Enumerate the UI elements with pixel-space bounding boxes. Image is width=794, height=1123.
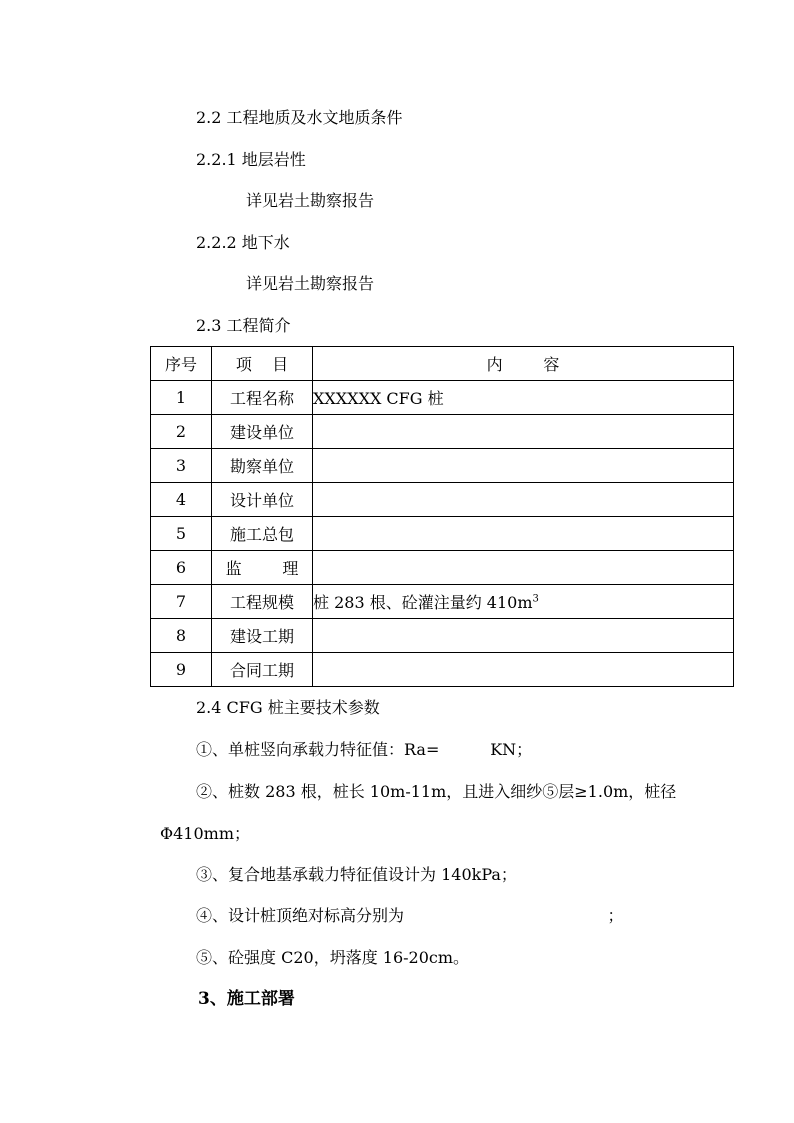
param-item-5: ⑤、砼强度 C20，坍落度 16-20cm。 [196, 948, 470, 967]
row-item: 工程名称 [212, 381, 313, 415]
row-content [313, 449, 734, 483]
section-2-3-title: 2.3 工程简介 [196, 316, 291, 335]
row-item: 建设单位 [212, 415, 313, 449]
table-row [151, 381, 734, 415]
row-item: 勘察单位 [212, 449, 313, 483]
param-item-2: ②、桩数 283 根，桩长 10m-11m，且进入细纱⑤层≥1.0m，桩径 [196, 782, 677, 801]
row-no: 9 [151, 653, 212, 687]
row-no: 3 [151, 449, 212, 483]
section-2-2-title: 2.2 工程地质及水文地质条件 [196, 108, 403, 127]
param-item-1: ①、单桩竖向承载力特征值：Ra= KN； [196, 740, 533, 759]
row-no: 8 [151, 619, 212, 653]
row-no: 4 [151, 483, 212, 517]
header-item: 项 目 [212, 347, 313, 381]
param-item-4: ④、设计桩顶绝对标高分别为 ； [196, 906, 624, 925]
row-no: 6 [151, 551, 212, 585]
section-2-2-2-title: 2.2.2 地下水 [196, 233, 290, 252]
row-item: 设计单位 [212, 483, 313, 517]
param-item-2-cont: Φ410mm； [160, 824, 251, 843]
section-3-title: 3、施工部署 [198, 989, 295, 1009]
table-row [151, 415, 734, 449]
table-header-row [151, 347, 734, 381]
section-2-2-2-body: 详见岩土勘察报告 [246, 274, 375, 293]
row-item: 合同工期 [212, 653, 313, 687]
row-no: 2 [151, 415, 212, 449]
row-content [313, 517, 734, 551]
project-info-table [150, 346, 734, 687]
section-2-4-title: 2.4 CFG 桩主要技术参数 [196, 698, 380, 717]
row-content [313, 653, 734, 687]
header-content: 内 容 [313, 347, 734, 381]
row-no: 7 [151, 585, 212, 619]
param-item-3: ③、复合地基承载力特征值设计为 140kPa； [196, 865, 517, 884]
row-content [313, 415, 734, 449]
row-no: 1 [151, 381, 212, 415]
row-item: 建设工期 [212, 619, 313, 653]
row-no: 5 [151, 517, 212, 551]
table-row [151, 653, 734, 687]
table-row [151, 619, 734, 653]
section-2-2-1-body: 详见岩土勘察报告 [246, 191, 375, 210]
row-item: 工程规模 [212, 585, 313, 619]
row-item: 监 理 [212, 551, 313, 585]
row-content [313, 619, 734, 653]
superscript-3: 3 [532, 593, 539, 605]
row-content-text: 桩 283 根、砼灌注量约 410m [313, 593, 533, 612]
table-row [151, 551, 734, 585]
table-row [151, 517, 734, 551]
row-content [313, 551, 734, 585]
header-no: 序号 [151, 347, 212, 381]
row-content: XXXXXX CFG 桩 [313, 381, 734, 415]
section-2-2-1-title: 2.2.1 地层岩性 [196, 150, 306, 169]
row-item: 施工总包 [212, 517, 313, 551]
table-row [151, 585, 734, 619]
row-content [313, 483, 734, 517]
table-row [151, 483, 734, 517]
row-content [313, 585, 734, 619]
table-row [151, 449, 734, 483]
